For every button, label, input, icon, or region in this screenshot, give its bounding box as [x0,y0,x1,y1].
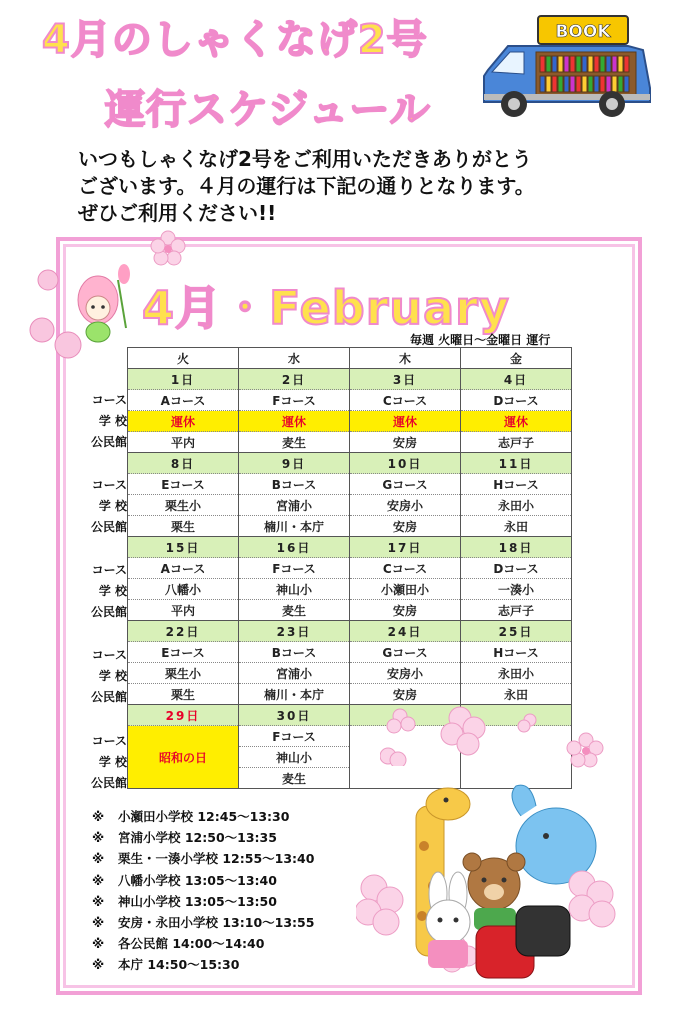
sakura-icon [150,230,186,266]
label-school: 学 校 [98,584,127,598]
date-cell: 1日 [128,369,239,390]
row-labels-week5 [83,731,127,794]
title-line-1: 4月のしゃくなげ2号 [42,17,428,63]
note-item [92,827,314,848]
note-text: 本庁 14:50～15:30 [118,957,240,973]
date-cell: 2日 [239,369,350,390]
label-hall: 公民館 [90,520,127,534]
sakura-icon [566,732,606,768]
hall-cell: 安房 [350,432,461,453]
date-cell-holiday: 29日 [128,705,239,726]
date-cell: 24日 [350,621,461,642]
school-cell: 安房小 [350,663,461,684]
rabbit-icon [426,872,470,968]
hall-cell: 楠川・本庁 [239,684,350,705]
hall-cell: 栗生 [128,684,239,705]
course-cell: Gコース [350,474,461,495]
date-cell: 16日 [239,537,350,558]
intro-text [78,146,638,227]
course-cell: Eコース [128,474,239,495]
weekday-tue: 火 [128,348,239,369]
row-labels-week1 [83,390,127,453]
note-text: 神山小学校 13:05～13:50 [118,893,277,909]
date-cell: 3日 [350,369,461,390]
note-item [92,954,314,975]
intro-line: いつもしゃくなげ2号をご利用いただきありがとう [78,147,532,171]
intro-line: ぜひご利用ください!! [78,201,277,225]
date-cell: 11日 [461,453,572,474]
label-course: コース [91,648,127,662]
note-mark: ※ [92,893,105,909]
note-text: 八幡小学校 13:05～13:40 [118,872,277,888]
hall-row [128,600,572,621]
hall-cell: 永田 [461,516,572,537]
date-cell: 18日 [461,537,572,558]
hall-row [128,432,572,453]
holiday-cell: 昭和の日 [128,726,239,789]
course-cell: Fコース [239,726,350,747]
school-cell: 小瀬田小 [350,579,461,600]
hall-cell: 安房 [350,516,461,537]
course-cell: Fコース [239,558,350,579]
note-item [92,912,314,933]
hall-row [128,684,572,705]
date-cell: 17日 [350,537,461,558]
school-cell: 神山小 [239,579,350,600]
hall-cell: 麦生 [239,600,350,621]
hall-cell: 麦生 [239,768,350,789]
intro-line: ございます。４月の運行は下記の通りとなります。 [78,174,535,198]
hall-cell: 麦生 [239,432,350,453]
school-cell: 宮浦小 [239,663,350,684]
row-labels-week3 [83,560,127,623]
note-mark: ※ [92,872,105,888]
date-row [128,453,572,474]
note-mark: ※ [92,936,105,952]
school-cell-suspended: 運休 [461,411,572,432]
hall-row [128,516,572,537]
hall-cell: 平内 [128,600,239,621]
school-cell: 安房小 [350,495,461,516]
date-row [128,621,572,642]
course-cell: Hコース [461,642,572,663]
note-item [92,806,314,827]
label-hall: 公民館 [90,690,127,704]
note-mark: ※ [92,851,105,867]
hall-cell: 永田 [461,684,572,705]
date-cell: 23日 [239,621,350,642]
course-cell: Aコース [128,390,239,411]
school-cell: 永田小 [461,663,572,684]
course-cell: Aコース [128,558,239,579]
note-text: 小瀬田小学校 12:45～13:30 [118,809,290,824]
date-row [128,369,572,390]
label-course: コース [91,478,127,492]
date-cell: 4日 [461,369,572,390]
peach-fairy-icon [28,250,138,370]
course-cell: Bコース [239,642,350,663]
book-sign-text: BOOK [555,22,611,42]
course-cell: Cコース [350,390,461,411]
course-cell: Gコース [350,642,461,663]
date-cell: 8日 [128,453,239,474]
school-cell: 一湊小 [461,579,572,600]
row-labels-week4 [83,645,127,708]
weekday-wed: 水 [239,348,350,369]
course-cell: Fコース [239,390,350,411]
school-cell: 栗生小 [128,663,239,684]
school-cell: 栗生小 [128,495,239,516]
weekday-thu: 木 [350,348,461,369]
elephant-icon [512,785,596,884]
school-times-list [92,806,314,976]
school-cell: 宮浦小 [239,495,350,516]
school-row [128,579,572,600]
note-item [92,891,314,912]
school-cell-suspended: 運休 [239,411,350,432]
label-school: 学 校 [98,669,127,683]
school-cell: 八幡小 [128,579,239,600]
label-hall: 公民館 [90,776,127,790]
weekday-fri: 金 [461,348,572,369]
date-cell: 22日 [128,621,239,642]
note-mark: ※ [92,809,105,824]
school-cell: 神山小 [239,747,350,768]
label-hall: 公民館 [90,435,127,449]
label-course: コース [91,563,127,577]
operation-days: 毎週 火曜日～金曜日 運行 [410,333,551,347]
row-labels-week2 [83,475,127,538]
note-mark: ※ [92,914,105,930]
label-course: コース [91,734,127,748]
school-cell-suspended: 運休 [350,411,461,432]
book-bus-icon [478,10,658,122]
date-cell: 10日 [350,453,461,474]
course-cell: Cコース [350,558,461,579]
hall-cell: 楠川・本庁 [239,516,350,537]
course-cell: Hコース [461,474,572,495]
hall-cell: 志戸子 [461,432,572,453]
date-cell: 9日 [239,453,350,474]
note-item [92,933,314,954]
label-school: 学 校 [98,499,127,513]
label-course: コース [91,393,127,407]
hall-cell: 安房 [350,684,461,705]
animals-illustration [356,776,626,986]
note-mark: ※ [92,830,105,846]
title-line-2: 運行スケジュール [105,87,431,133]
course-row [128,642,572,663]
course-cell: Eコース [128,642,239,663]
note-text: 宮浦小学校 12:50～13:35 [118,830,277,846]
school-cell-suspended: 運休 [128,411,239,432]
course-row [128,474,572,495]
note-item [92,848,314,869]
label-school: 学 校 [98,414,127,428]
note-text: 栗生・一湊小学校 12:55～13:40 [118,851,315,867]
hall-cell: 安房 [350,600,461,621]
note-text: 各公民館 14:00～14:40 [118,936,265,952]
school-row [128,495,572,516]
school-row [128,663,572,684]
date-row [128,537,572,558]
course-cell: Dコース [461,558,572,579]
month-title: 4月・February [142,281,510,335]
note-mark: ※ [92,957,105,973]
label-school: 学 校 [98,755,127,769]
course-row [128,390,572,411]
date-cell: 25日 [461,621,572,642]
school-cell: 永田小 [461,495,572,516]
course-row [128,558,572,579]
date-cell: 30日 [239,705,350,726]
hall-cell: 栗生 [128,516,239,537]
school-row [128,411,572,432]
course-cell: Bコース [239,474,350,495]
date-cell: 15日 [128,537,239,558]
hall-cell: 志戸子 [461,600,572,621]
weekday-header-row [128,348,572,369]
hall-cell: 平内 [128,432,239,453]
note-item [92,870,314,891]
label-hall: 公民館 [90,605,127,619]
note-text: 安房・永田小学校 13:10～13:55 [118,914,315,930]
course-cell: Dコース [461,390,572,411]
sakura-icon [380,706,540,766]
